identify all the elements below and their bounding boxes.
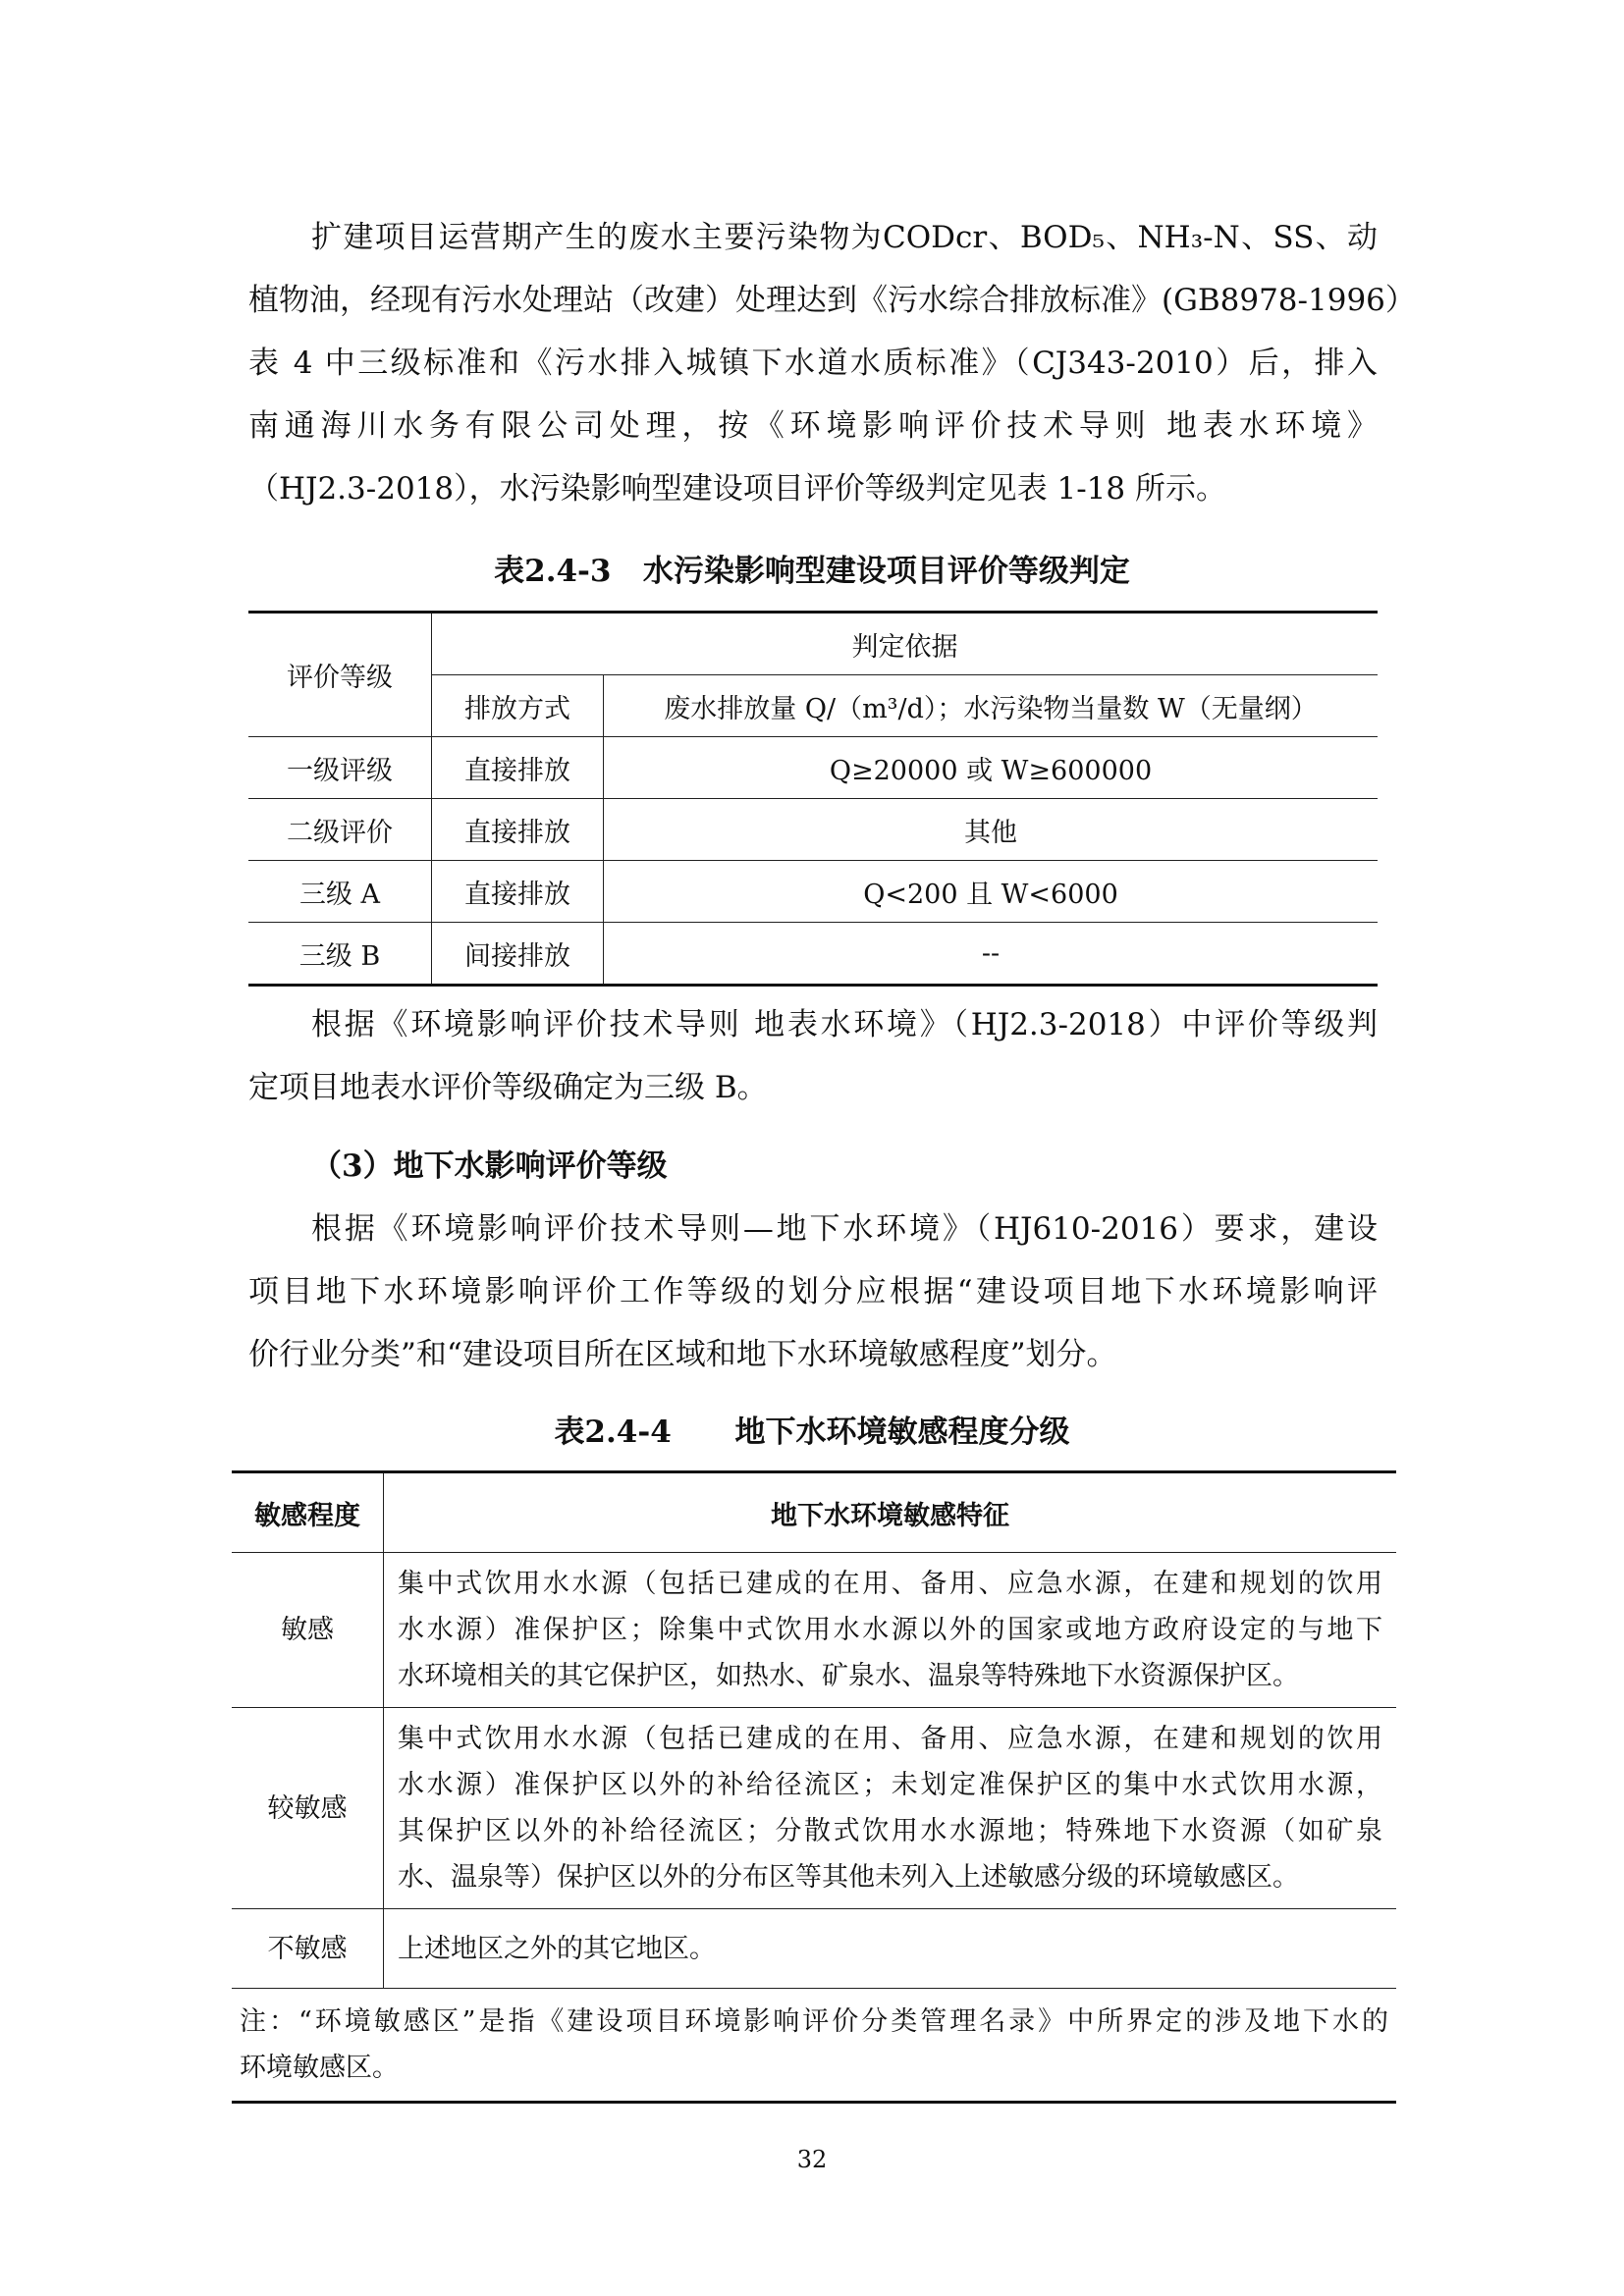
page-number: 32 — [796, 2146, 828, 2173]
text-line: 水、温泉等）保护区以外的分布区等其他未列入上述敏感分级的环境敏感区。 — [398, 1862, 1299, 1893]
cell-method: 直接排放 — [432, 737, 604, 799]
table-row — [232, 1708, 1396, 1909]
assessment-grade-table — [248, 611, 1378, 987]
text-line: 价行业分类”和“建设项目所在区域和地下水环境敏感程度”划分。 — [248, 1337, 1117, 1372]
cell-level: 较敏感 — [232, 1708, 384, 1909]
cell-criterion: 其他 — [604, 799, 1379, 861]
text-line: 根据《环境影响评价技术导则 地表水环境》（HJ2.3-2018）中评价等级判 — [311, 1007, 1378, 1042]
table-note-row — [232, 1989, 1396, 2103]
text-line: （HJ2.3-2018），水污染影响型建设项目评价等级判定见表 1-18 所示。 — [248, 471, 1226, 507]
header-quantity: 废水排放量 Q/（m³/d）；水污染物当量数 W（无量纲） — [604, 675, 1379, 737]
table-row — [248, 861, 1378, 923]
text-line: 项目地下水环境影响评价工作等级的划分应根据“建设项目地下水环境影响评 — [248, 1274, 1378, 1309]
paragraph-wastewater — [248, 206, 1416, 520]
cell-feature — [384, 1708, 1397, 1909]
section-heading: （3）地下水影响评价等级 — [311, 1148, 668, 1184]
text-line: 定项目地表水评价等级确定为三级 B。 — [248, 1070, 768, 1105]
cell-grade: 二级评价 — [248, 799, 432, 861]
cell-grade: 三级 A — [248, 861, 432, 923]
text-line: 水环境相关的其它保护区，如热水、矿泉水、温泉等特殊地下水资源保护区。 — [398, 1661, 1299, 1691]
cell-method: 直接排放 — [432, 799, 604, 861]
paragraph-groundwater — [248, 1198, 1378, 1386]
cell-grade: 三级 B — [248, 923, 432, 986]
table-row — [232, 1909, 1396, 1989]
groundwater-sensitivity-table — [232, 1470, 1396, 2104]
cell-grade: 一级评级 — [248, 737, 432, 799]
text-line: 水水源）准保护区以外的补给径流区；未划定准保护区的集中水式饮用水源， — [398, 1770, 1382, 1800]
header-level: 敏感程度 — [232, 1472, 384, 1553]
table-row — [248, 799, 1378, 861]
text-line: 上述地区之外的其它地区。 — [398, 1933, 716, 1964]
header-basis: 判定依据 — [432, 613, 1379, 675]
text-line: 集中式饮用水水源（包括已建成的在用、备用、应急水源，在建和规划的饮用 — [398, 1569, 1382, 1599]
text-line: 根据《环境影响评价技术导则—地下水环境》（HJ610-2016）要求，建设 — [311, 1211, 1378, 1247]
header-method: 排放方式 — [432, 675, 604, 737]
table-header-row — [232, 1472, 1396, 1553]
table-row — [248, 923, 1378, 986]
paragraph-surface-water-conclusion — [248, 993, 1378, 1119]
text-line: 环境敏感区。 — [240, 2053, 399, 2083]
text-line: 表 4 中三级标准和《污水排入城镇下水道水质标准》（CJ343-2010）后，排入 — [248, 346, 1378, 381]
text-line: 水水源）准保护区；除集中式饮用水水源以外的国家或地方政府设定的与地下 — [398, 1615, 1382, 1645]
cell-method: 直接排放 — [432, 861, 604, 923]
header-grade: 评价等级 — [248, 613, 432, 737]
text-line: 扩建项目运营期产生的废水主要污染物为CODcr、BOD₅、NH₃-N、SS、动 — [311, 220, 1378, 255]
cell-level: 不敏感 — [232, 1909, 384, 1989]
cell-criterion: Q<200 且 W<6000 — [604, 861, 1379, 923]
table-note — [232, 1989, 1396, 2103]
cell-method: 间接排放 — [432, 923, 604, 986]
table-header-row — [248, 613, 1378, 675]
cell-criterion: Q≥20000 或 W≥600000 — [604, 737, 1379, 799]
table-caption: 表2.4-4 地下水环境敏感程度分级 — [554, 1415, 1070, 1450]
table-row — [232, 1553, 1396, 1708]
table-caption: 表2.4-3 水污染影响型建设项目评价等级判定 — [494, 554, 1130, 589]
text-line: 植物油，经现有污水处理站（改建）处理达到《污水综合排放标准》(GB8978-1996） — [248, 283, 1416, 318]
cell-criterion: -- — [604, 923, 1379, 986]
text-line: 集中式饮用水水源（包括已建成的在用、备用、应急水源，在建和规划的饮用 — [398, 1724, 1382, 1754]
text-line: 南通海川水务有限公司处理，按《环境影响评价技术导则 地表水环境》 — [248, 408, 1378, 444]
cell-level: 敏感 — [232, 1553, 384, 1708]
cell-feature — [384, 1909, 1397, 1989]
text-line: 其保护区以外的补给径流区；分散式饮用水水源地；特殊地下水资源（如矿泉 — [398, 1816, 1382, 1846]
header-feature: 地下水环境敏感特征 — [384, 1472, 1397, 1553]
text-line: 注：“环境敏感区”是指《建设项目环境影响评价分类管理名录》中所界定的涉及地下水的 — [240, 2006, 1388, 2037]
cell-feature — [384, 1553, 1397, 1708]
table-row — [248, 737, 1378, 799]
